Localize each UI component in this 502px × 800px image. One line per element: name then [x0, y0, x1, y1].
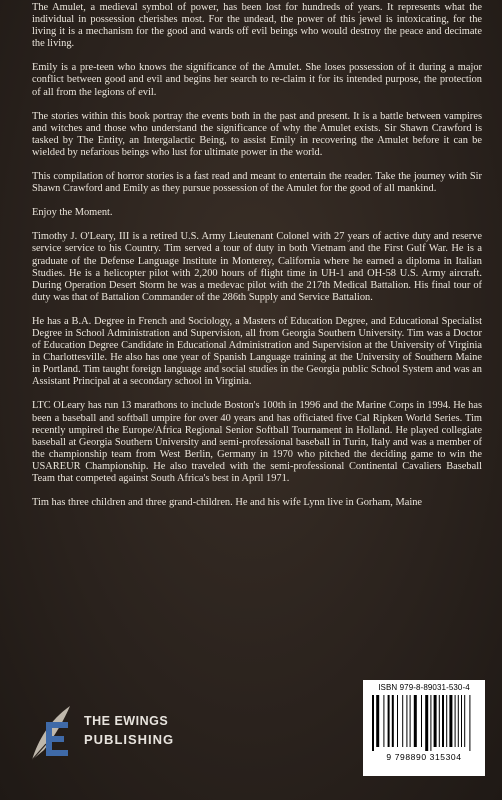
barcode-bar	[392, 695, 394, 747]
barcode-bar	[402, 695, 403, 747]
barcode-bar	[434, 695, 437, 747]
bio-paragraph-4: Tim has three children and three grand-children. He and his wife Lynn live in Gorham, Maine	[32, 497, 423, 509]
barcode-bar	[414, 695, 417, 747]
blurb-paragraph-3: The stories within this book portray the events both in the past and present. It is a battle between vampires and witches and those who understand the significance of why the Amulet exists. Sir Shawn Crawford is tasked by The Entity, an Intergalactic Being, to assist Emily in recovering the Amulet before it can be wielded by nefarious beings who lust for ultimate power in the world.	[32, 110, 482, 158]
barcode-bar	[388, 695, 390, 747]
barcode-bars	[370, 695, 478, 751]
publisher-name-line-1: THE EWINGS	[84, 714, 169, 728]
barcode-bar	[464, 695, 465, 747]
barcode-digits: 9 798890 315304	[386, 752, 462, 762]
isbn-barcode	[363, 680, 485, 776]
barcode-bar	[455, 695, 456, 747]
barcode-bar	[397, 695, 398, 747]
barcode-bar	[430, 695, 431, 751]
blurb-paragraph-2: Emily is a pre-teen who knows the significance of the Amulet. She loses possession of it during a major conflict between good and evil and begins her search to re-claim it for its intended purpose, the protection of all from the legions of evil.	[32, 62, 482, 98]
publisher-logo	[24, 700, 224, 770]
barcode-bar	[425, 695, 428, 751]
blurb-paragraph-1: The Amulet, a medieval symbol of power, has been lost for hundreds of years. It represents what the individual in possession cherishes most. For the undead, the power of this jewel is intoxicating, for the living it is a mechanism for the good and wards off evil beings who would destroy the peace and decimate the living.	[32, 2, 482, 50]
blurb-paragraph-4: This compilation of horror stories is a fast read and meant to entertain the reader. Take the journey with Sir Shawn Crawford and Emily as they pursue possession of the Amulet for the good of all mankind.	[32, 171, 482, 195]
bio-paragraph-3: LTC OLeary has run 13 marathons to include Boston's 100th in 1996 and the Marine Corps in 1994. He has been a baseball and softball umpire for over 40 years and has officiated five Cal Ripken World Series. Tim recently umpired the Europe/Africa Regional Senior Softball Tournament in Holland. He played collegiate baseball at Georgia Southern University and semi-professional baseball in Turin, Italy and was a member of the championship team from West Berlin, Germany in 1970 who pitched the deciding game to win the USAREUR Championship. He also traveled with the semi-professional Continental Cavaliers Baseball Team that competed against South Africa's best in April 1971.	[32, 400, 482, 484]
cover-text	[32, 2, 482, 521]
barcode-bar	[469, 695, 470, 751]
barcode-bar	[406, 695, 407, 747]
barcode-bar	[421, 695, 422, 747]
publisher-name-line-2: PUBLISHING	[84, 732, 175, 747]
barcode-bar	[449, 695, 452, 747]
barcode-bar	[376, 695, 379, 747]
barcode-bar	[410, 695, 411, 747]
barcode-bar	[383, 695, 384, 747]
barcode-bar	[446, 695, 447, 747]
barcode-bar	[461, 695, 462, 747]
quill-e-logo-icon	[24, 700, 84, 770]
bio-paragraph-2: He has a B.A. Degree in French and Sociology, a Masters of Education Degree, and Educational Specialist Degree in School Administration and Supervision, all from Georgia Southern University. Tim was a Doctor of Education Degree Candidate in Educational Administration and Supervision at the University of Virginia in Charlottesville. He also has one year of Spanish Language training at the University of Southern Maine in Portland. Tim taught foreign language and social studies in the Georgia public School System and was an Assistant Principal at a secondary school in Virginia.	[32, 315, 482, 388]
barcode-bar	[442, 695, 444, 747]
barcode-bar	[372, 695, 374, 751]
bio-paragraph-1: Timothy J. O'Leary, III is a retired U.S. Army Lieutenant Colonel with 27 years of active duty and reserve service service to his Country. Tim served a tour of duty in both Vietnam and the First Gulf War. He is a graduate of the Defense Language Institute in Monterey, California where he earned a diploma in Italian Studies. He is a helicopter pilot with 2,200 hours of flight time in UH-1 and OH-58 U.S. Army aircraft. During Operation Desert Storm he was a medevac pilot with the 217th Medical Battalion. His final tour of duty was that of Battalion Commander of the 286th Supply and Service Battalion.	[32, 231, 482, 303]
isbn-label: ISBN 979-8-89031-530-4	[378, 683, 470, 692]
barcode-bar	[458, 695, 459, 747]
blurb-paragraph-5: Enjoy the Moment.	[32, 207, 113, 219]
barcode-bar	[439, 695, 440, 747]
